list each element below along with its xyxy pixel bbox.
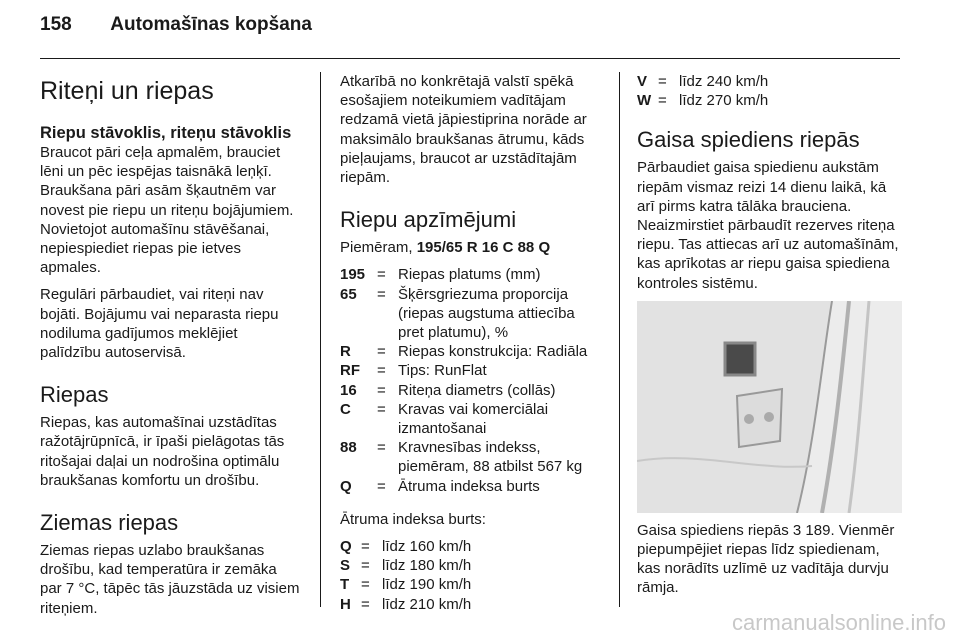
definition-key: 65: [340, 285, 357, 303]
example-code: 195/65 R 16 C 88 Q: [416, 239, 551, 257]
definition-row: [340, 381, 602, 400]
door-frame-drawing: [637, 301, 902, 513]
speed-index-list: [340, 537, 602, 614]
definition-value: līdz 210 km/h: [382, 595, 472, 613]
column-1: [40, 72, 302, 626]
paragraph: Braucot pāri ceļa apmalēm, brauciet lēni un pēc iespējas taisnākā leņķī. Braukšana pāri asām šķautnēm var novest pie riepu un riteņu bojājumiem. Novietojot automašīnu stāvēšanai, nepiespiediet riepas pie ietves apmales.: [40, 144, 294, 277]
definition-value: līdz 270 km/h: [679, 92, 769, 110]
chapter-title: Automašīnas kopšana: [110, 14, 312, 35]
definition-key: R: [340, 343, 351, 361]
equals-sign: =: [377, 343, 386, 361]
subsection-heading: Riepas: [40, 382, 109, 408]
door-frame-tire-label-illustration: [637, 301, 902, 513]
speed-index-title: Ātruma indeksa burts:: [340, 510, 486, 528]
equals-sign: =: [377, 439, 386, 457]
definition-value: Riepas konstrukcija: Radiāla: [398, 343, 588, 361]
paragraph: Pārbaudiet gaisa spiedienu aukstām riepām vismaz reizi 14 dienu laikā, kā arī pirms katra tālāka brauciena. Neaizmirstiet pārbaudīt rezerves riteņa riepu. Tas attiecas arī uz automašīnām, kas aprīkotas ar riepu gaisa spiediena kontroles sistēmu.: [637, 159, 899, 292]
definition-key: 16: [340, 381, 357, 399]
definition-row: [340, 556, 602, 575]
definition-value: līdz 240 km/h: [679, 73, 769, 90]
definition-row: [340, 438, 602, 476]
equals-sign: =: [361, 595, 370, 613]
paragraph: Riepas, kas automašīnai uzstādītas ražotājrūpnīcā, ir īpaši pielāgotas tās ritošajai daļai un nodrošina optimālu braukšanas komfortu un drošību.: [40, 414, 285, 489]
definition-key: Q: [340, 477, 352, 495]
definition-key: Q: [340, 538, 352, 556]
definition-row: [340, 265, 602, 284]
definition-row: [340, 285, 602, 343]
definition-row: [340, 595, 602, 614]
definition-key: V: [637, 73, 648, 90]
definition-value: Kravas vai komerciālai izmantošanai: [398, 400, 549, 438]
section-heading: Riteņi un riepas: [40, 77, 214, 105]
column-divider: [619, 72, 620, 607]
equals-sign: =: [658, 73, 667, 90]
definition-key: H: [340, 595, 351, 613]
definition-key: T: [340, 576, 350, 594]
watermark: carmanualsonline.info: [731, 610, 946, 635]
speed-index-list: [637, 72, 902, 110]
paragraph: Ziemas riepas uzlabo braukšanas drošību, kad temperatūra ir zemāka par 7 °C, tāpēc tās jāuzstāda uz visiem riteņiem.: [40, 542, 300, 617]
definition-key: 88: [340, 439, 357, 457]
definition-row: [637, 91, 902, 110]
equals-sign: =: [361, 557, 370, 575]
subsection-heading: Riepu apzīmējumi: [340, 207, 517, 233]
definition-row: [340, 575, 602, 594]
definition-value: līdz 160 km/h: [382, 538, 472, 556]
tire-code-example: [340, 238, 602, 257]
definition-row: [340, 342, 602, 361]
definition-key: C: [340, 400, 351, 418]
column-divider: [320, 72, 321, 607]
equals-sign: =: [377, 266, 386, 284]
equals-sign: =: [377, 285, 386, 303]
definition-value: Šķērsgriezuma proporcija (riepas augstuma attiecība pret platumu), %: [398, 285, 575, 342]
paragraph: Atkarībā no konkrētajā valstī spēkā esošajiem noteikumiem vadītājam redzamā vietā jāpiestiprina norāde ar maksimālo braukšanas ātrumu, kāds pieļaujams, braucot ar uzstādītajām riepām.: [340, 73, 587, 187]
definition-value: Tips: RunFlat: [398, 362, 487, 380]
page-number: 158: [40, 14, 72, 35]
equals-sign: =: [377, 362, 386, 380]
definition-key: W: [637, 92, 652, 110]
paragraph: Gaisa spiediens riepās 3 189. Vienmēr piepumpējiet riepas līdz spiedienam, kas norādīts uzlīmē uz vadītāja durvju rāmja.: [637, 521, 895, 597]
equals-sign: =: [377, 381, 386, 399]
definition-key: RF: [340, 362, 360, 380]
definition-row: [340, 477, 602, 496]
subsection-heading: Riepu stāvoklis, riteņu stāvoklis: [40, 124, 292, 142]
paragraph: Regulāri pārbaudiet, vai riteņi nav bojāti. Bojājumu vai neparasta riepu nodiluma gadījumos meklējiet palīdzību autoservisā.: [40, 286, 279, 362]
definition-row: [340, 361, 602, 380]
page-header: [40, 14, 312, 36]
subsection-heading: Gaisa spiediens riepās: [637, 127, 860, 153]
definition-row: [637, 72, 902, 91]
header-rule: [40, 58, 900, 59]
definition-value: līdz 190 km/h: [382, 576, 472, 594]
definition-key: S: [340, 557, 351, 575]
equals-sign: =: [361, 576, 370, 594]
equals-sign: =: [377, 477, 386, 495]
definition-value: Ātruma indeksa burts: [398, 477, 540, 495]
definition-row: [340, 400, 602, 438]
subsection-heading: Ziemas riepas: [40, 510, 179, 536]
definition-key: 195: [340, 266, 366, 284]
tire-code-definitions: [340, 265, 602, 495]
definition-value: Riepas platums (mm): [398, 266, 541, 284]
equals-sign: =: [361, 538, 370, 556]
equals-sign: =: [658, 92, 667, 110]
definition-row: [340, 537, 602, 556]
column-2: [340, 72, 602, 614]
definition-value: līdz 180 km/h: [382, 557, 472, 575]
example-label: Piemēram,: [340, 239, 417, 257]
equals-sign: =: [377, 400, 386, 418]
definition-value: Riteņa diametrs (collās): [398, 381, 556, 399]
column-3: [637, 72, 902, 606]
definition-value: Kravnesības indekss, piemēram, 88 atbilst 567 kg: [398, 439, 583, 476]
